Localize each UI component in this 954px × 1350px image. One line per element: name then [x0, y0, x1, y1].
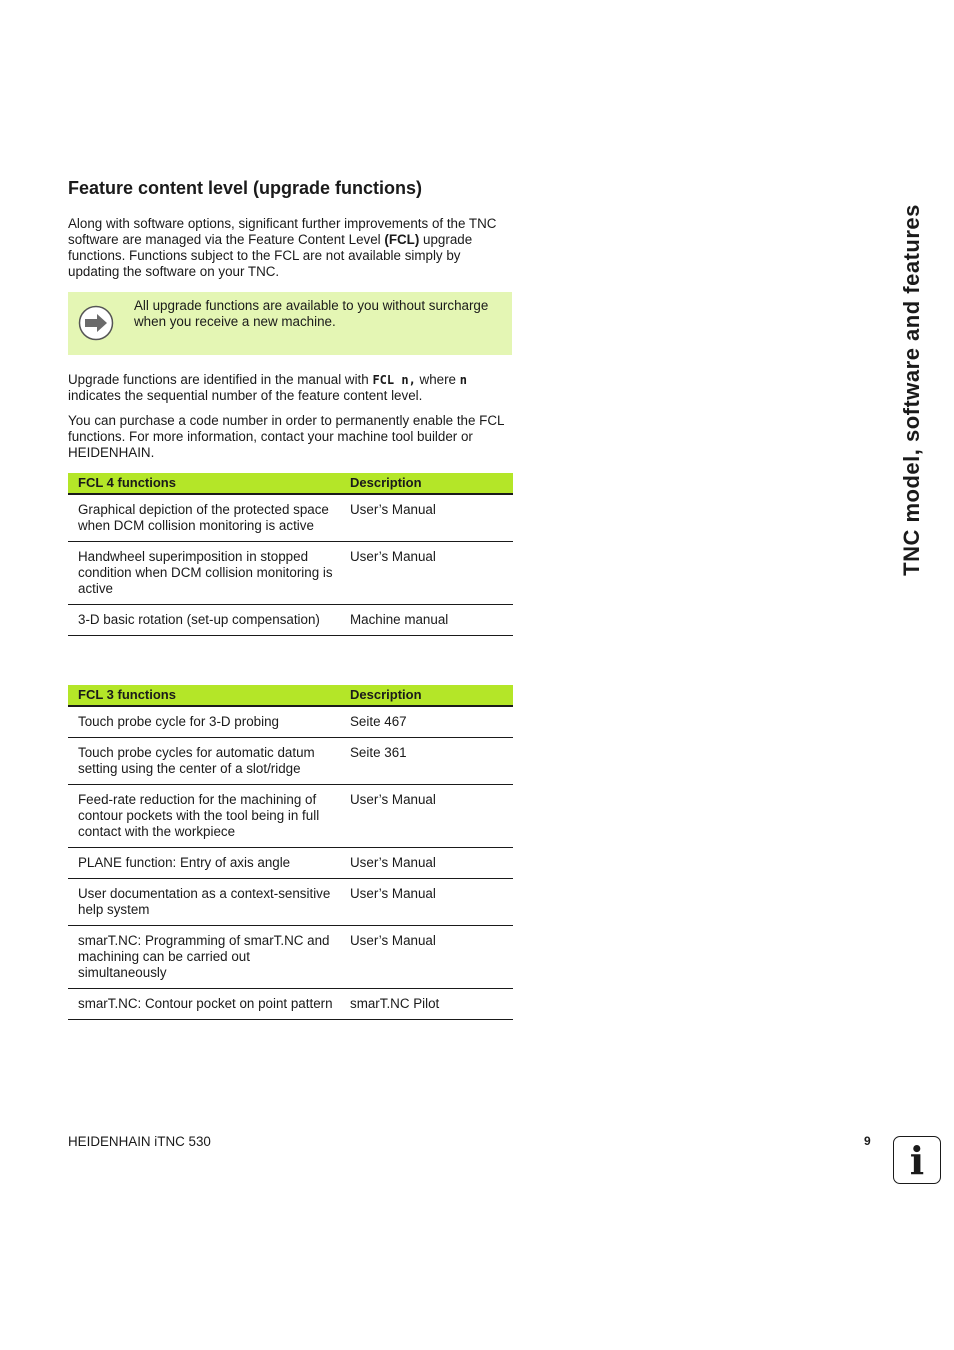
note-text: All upgrade functions are available to you without surcharge when you receive a new machine. [134, 298, 489, 329]
description-cell: User’s Manual [340, 926, 513, 989]
function-cell: Feed-rate reduction for the machining of contour pockets with the tool being in full contact with the workpiece [68, 785, 340, 848]
info-icon: i [893, 1136, 941, 1184]
side-chapter-title: TNC model, software and features [899, 204, 924, 576]
fcl-abbreviation: (FCL) [384, 232, 420, 247]
description-cell: Machine manual [340, 605, 513, 636]
table-row [68, 879, 513, 926]
function-cell: PLANE function: Entry of axis angle [68, 848, 340, 879]
description-cell: User’s Manual [340, 879, 513, 926]
footer-text: HEIDENHAIN iTNC 530 [68, 1134, 211, 1149]
identify-paragraph [68, 372, 512, 404]
description-cell: User’s Manual [340, 494, 513, 542]
description-cell: smarT.NC Pilot [340, 989, 513, 1020]
section-heading: Feature content level (upgrade functions) [68, 178, 423, 198]
table-row [68, 542, 513, 605]
identify-text-before: Upgrade functions are identified in the manual with [68, 372, 373, 387]
description-cell: User’s Manual [340, 848, 513, 879]
intro-text-after: upgrade functions. Functions subject to the FCL are not available simply by updating the software on your TNC. [68, 232, 473, 279]
identify-text-after: indicates the sequential number of the feature content level. [68, 388, 423, 403]
function-cell: User documentation as a context-sensitive help system [68, 879, 340, 926]
table-row [68, 494, 513, 542]
function-cell: Touch probe cycles for automatic datum setting using the center of a slot/ridge [68, 738, 340, 785]
table-row [68, 785, 513, 848]
description-cell: User’s Manual [340, 785, 513, 848]
fcl-code: FCL n, [372, 373, 416, 387]
description-cell: User’s Manual [340, 542, 513, 605]
description-cell: Seite 361 [340, 738, 513, 785]
table-row [68, 706, 513, 738]
arrow-right-icon [78, 305, 114, 341]
table-row [68, 926, 513, 989]
function-cell: Touch probe cycle for 3-D probing [68, 706, 340, 738]
intro-paragraph [68, 216, 512, 280]
header-functions: FCL 3 functions [68, 685, 340, 706]
function-cell: Handwheel superimposition in stopped condition when DCM collision monitoring is active [68, 542, 340, 605]
function-cell: Graphical depiction of the protected space when DCM collision monitoring is active [68, 494, 340, 542]
purchase-paragraph: You can purchase a code number in order to permanently enable the FCL functions. For more information, contact your machine tool builder or HEIDENHAIN. [68, 413, 504, 460]
intro-text-before: Along with software options, significant further improvements of the TNC software are managed via the Feature Content Level [68, 216, 497, 247]
table-row [68, 605, 513, 636]
table-header-row [68, 473, 513, 494]
fcl4-table [68, 473, 513, 636]
function-cell: smarT.NC: Programming of smarT.NC and machining can be carried out simultaneously [68, 926, 340, 989]
table-row [68, 989, 513, 1020]
identify-text-middle: where [415, 372, 460, 387]
description-cell: Seite 467 [340, 706, 513, 738]
page-number: 9 [864, 1134, 871, 1148]
header-functions: FCL 4 functions [68, 473, 340, 494]
fcl3-table [68, 685, 513, 1020]
table-row [68, 848, 513, 879]
header-description: Description [340, 685, 513, 706]
n-code: n [459, 373, 467, 387]
function-cell: smarT.NC: Contour pocket on point pattern [68, 989, 340, 1020]
table-row [68, 738, 513, 785]
header-description: Description [340, 473, 513, 494]
note-box [68, 292, 512, 355]
table-header-row [68, 685, 513, 706]
function-cell: 3-D basic rotation (set-up compensation) [68, 605, 340, 636]
